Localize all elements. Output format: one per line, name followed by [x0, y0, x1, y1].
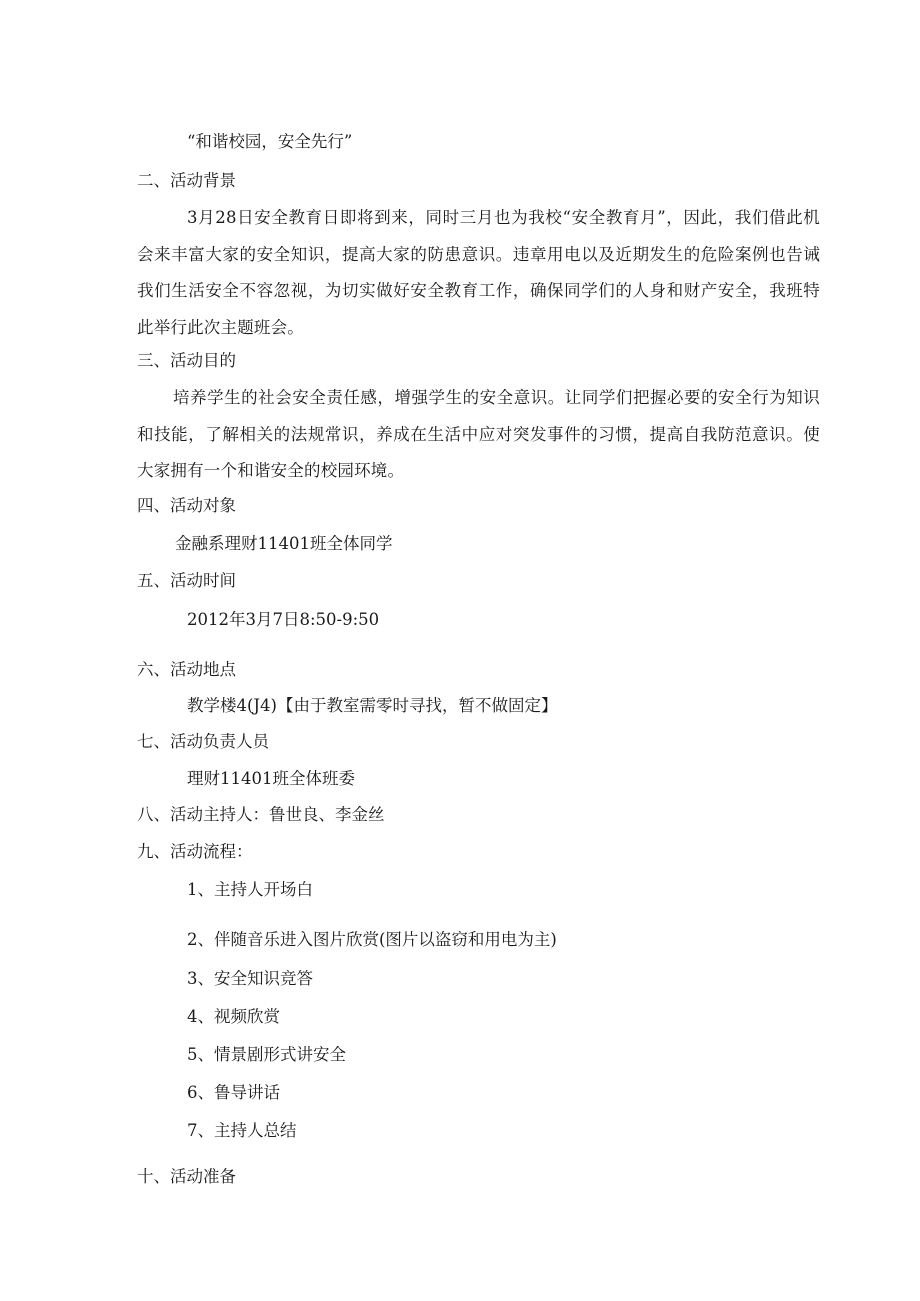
- section-heading-time: 五、活动时间: [137, 571, 236, 590]
- slogan: “和谐校园，安全先行”: [187, 132, 353, 151]
- section-body-location: 教学楼4(J4)【由于教室需零时寻找，暂不做固定】: [187, 696, 558, 715]
- process-step: 6、鲁导讲话: [187, 1083, 280, 1102]
- section-heading-purpose: 三、活动目的: [137, 351, 236, 370]
- process-step: 5、情景剧形式讲安全: [187, 1045, 346, 1064]
- section-heading-location: 六、活动地点: [137, 660, 236, 679]
- section-heading-responsible: 七、活动负责人员: [137, 732, 269, 751]
- section-heading-audience: 四、活动对象: [137, 496, 236, 515]
- process-step: 7、主持人总结: [187, 1121, 297, 1140]
- process-step: 1、主持人开场白: [187, 880, 313, 899]
- section-heading-process: 九、活动流程：: [137, 842, 253, 861]
- section-heading-preparation: 十、活动准备: [137, 1167, 236, 1186]
- section-body-time: 2012年3月7日8:50-9:50: [187, 610, 380, 629]
- section-heading-hosts: 八、活动主持人：鲁世良、李金丝: [137, 805, 385, 824]
- process-step: 4、视频欣赏: [187, 1007, 280, 1026]
- section-body-purpose: 培养学生的社会安全责任感，增强学生的安全意识。让同学们把握必要的安全行为知识和技能，了解相关的法规常识，养成在生活中应对突发事件的习惯，提高自我防范意识。使大家拥有一个和谐安全的校园环境。: [137, 388, 820, 480]
- section-body-audience: 金融系理财11401班全体同学: [175, 534, 393, 553]
- section-heading-background: 二、活动背景: [137, 171, 236, 190]
- section-body-background: 3月28日安全教育日即将到来，同时三月也为我校“安全教育月”，因此，我们借此机会来丰富大家的安全知识，提高大家的防患意识。违章用电以及近期发生的危险案例也告诫我们生活安全不容忽视，为切实做好安全教育工作，确保同学们的人身和财产安全，我班特此举行此次主题班会。: [137, 208, 820, 337]
- process-step: 2、伴随音乐进入图片欣赏(图片以盗窃和用电为主): [187, 930, 557, 949]
- section-body-responsible: 理财11401班全体班委: [187, 769, 355, 788]
- process-step: 3、安全知识竞答: [187, 969, 313, 988]
